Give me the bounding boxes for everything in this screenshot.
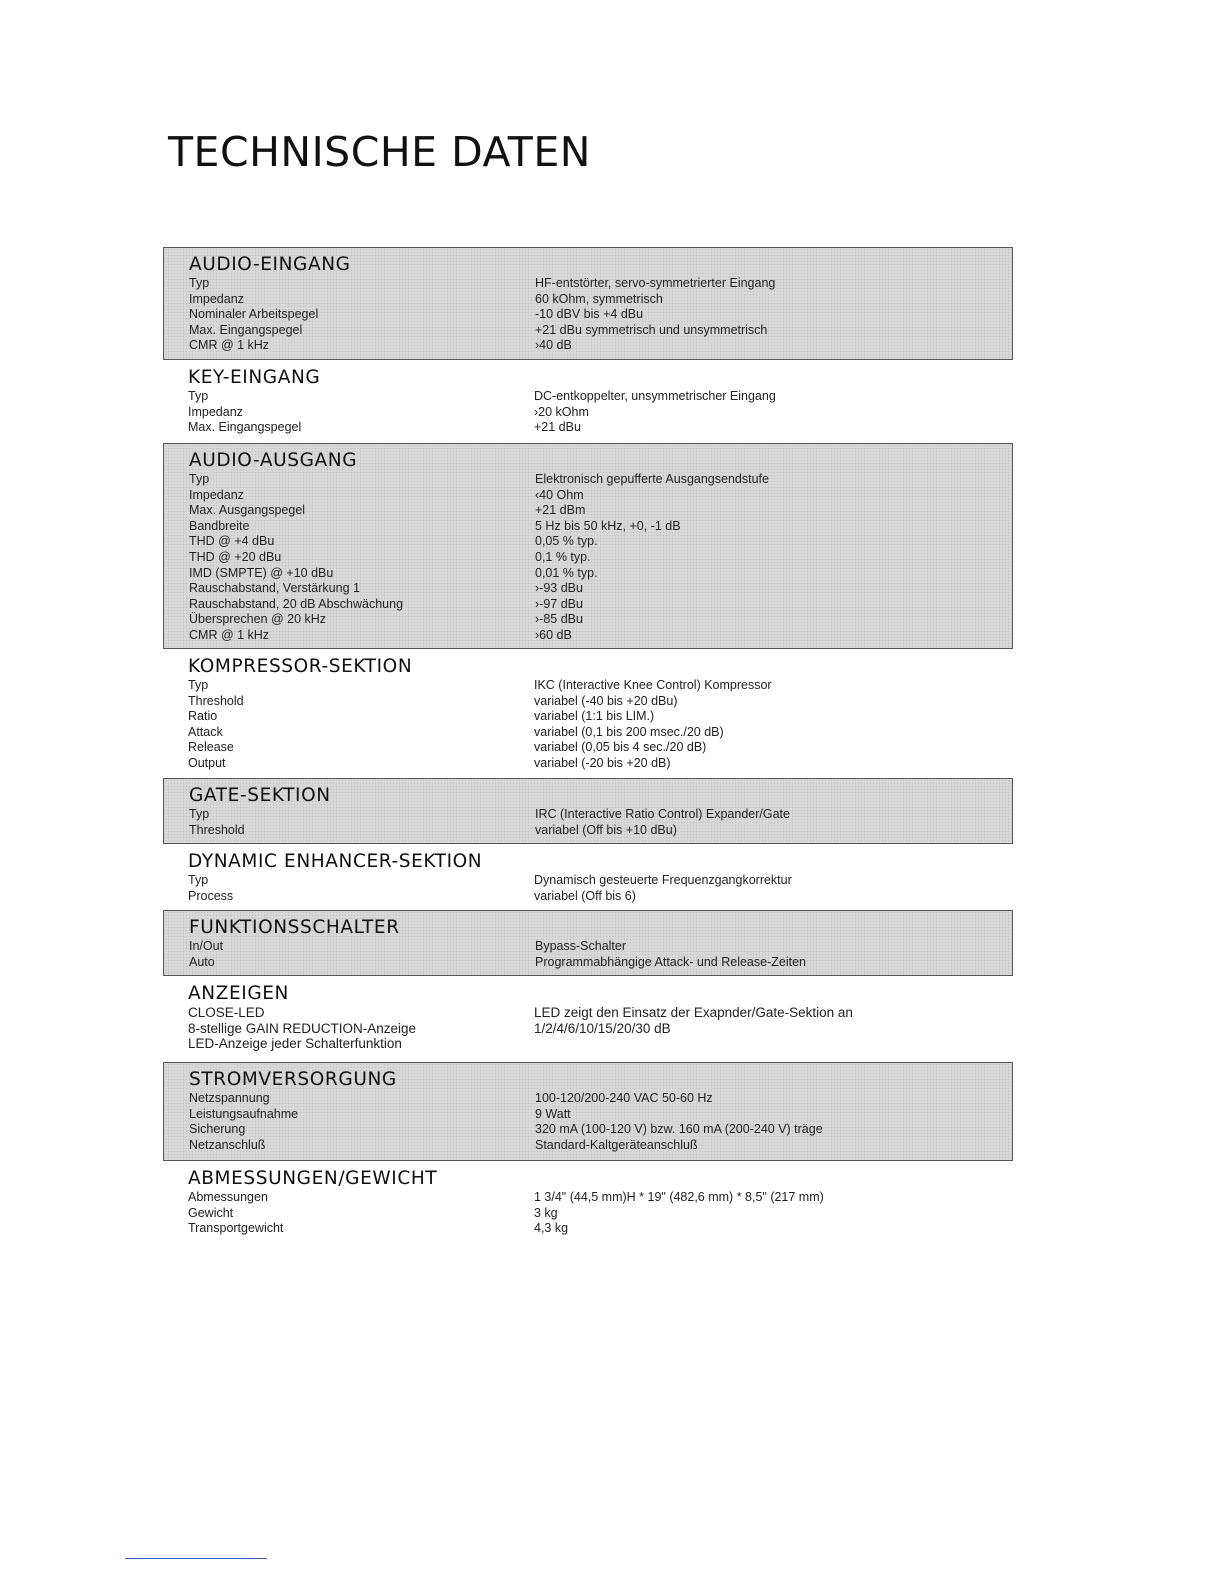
spec-row <box>188 420 1013 436</box>
spec-label: Auto <box>189 954 215 969</box>
spec-value: +21 dBu <box>534 420 581 435</box>
spec-label: THD @ +4 dBu <box>189 534 275 549</box>
spec-row <box>189 628 1012 644</box>
spec-label: Output <box>188 755 226 770</box>
section-title: AUDIO-EINGANG <box>189 254 351 275</box>
section-title: STROMVERSORGUNG <box>189 1069 397 1090</box>
spec-value: variabel (1:1 bis LIM.) <box>534 709 655 724</box>
spec-row <box>189 1138 1012 1154</box>
section-gate-sektion <box>163 778 1013 844</box>
spec-value: HF-entstörter, servo-symmetrierter Eingang <box>535 276 776 290</box>
spec-label: Rauschabstand, 20 dB Abschwächung <box>189 596 404 611</box>
spec-row <box>189 292 1012 308</box>
spec-label: Übersprechen @ 20 kHz <box>189 612 327 627</box>
spec-label: Threshold <box>188 693 244 708</box>
spec-row <box>189 807 1012 823</box>
spec-label: Attack <box>188 724 223 739</box>
spec-row <box>188 678 1013 694</box>
spec-row <box>189 1107 1012 1123</box>
spec-value: DC-entkoppelter, unsymmetrischer Eingang <box>534 389 776 403</box>
spec-row <box>189 1091 1012 1107</box>
section-kompressor-sektion <box>163 650 1013 777</box>
spec-label: IMD (SMPTE) @ +10 dBu <box>189 565 334 580</box>
section-abmessungen-gewicht <box>163 1162 1013 1244</box>
spec-label: CMR @ 1 kHz <box>189 338 270 353</box>
spec-row <box>188 756 1013 772</box>
section-key-eingang <box>163 361 1013 442</box>
spec-value: Standard-Kaltgeräteanschluß <box>535 1137 698 1152</box>
section-title: ANZEIGEN <box>188 983 289 1004</box>
spec-value: 3 kg <box>534 1205 558 1220</box>
spec-label: Threshold <box>189 822 245 837</box>
spec-row <box>189 307 1012 323</box>
spec-row <box>189 581 1012 597</box>
spec-row <box>189 1122 1012 1138</box>
spec-label: Typ <box>188 678 209 692</box>
spec-row <box>189 566 1012 582</box>
spec-label: Impedanz <box>189 487 244 502</box>
spec-label: Bandbreite <box>189 518 250 533</box>
spec-row <box>189 534 1012 550</box>
spec-label: Nominaler Arbeitspegel <box>189 307 319 322</box>
spec-label: Process <box>188 888 234 903</box>
spec-value: 1 3/4" (44,5 mm)H * 19" (482,6 mm) * 8,5" (217 mm) <box>534 1190 824 1204</box>
spec-value: Elektronisch gepufferte Ausgangsendstufe <box>535 472 769 486</box>
spec-row <box>189 597 1012 613</box>
spec-row <box>188 725 1013 741</box>
spec-label: Rauschabstand, Verstärkung 1 <box>189 581 360 596</box>
spec-label: Impedanz <box>189 291 244 306</box>
spec-row <box>188 1206 1013 1222</box>
spec-value: Dynamisch gesteuerte Frequenzgangkorrektur <box>534 873 792 887</box>
section-title: KEY-EINGANG <box>188 367 321 388</box>
section-funktionsschalter <box>163 910 1013 976</box>
spec-row <box>189 503 1012 519</box>
spec-label: Leistungsaufnahme <box>189 1106 299 1121</box>
spec-value: ›60 dB <box>535 627 572 642</box>
spec-row <box>188 1021 1013 1037</box>
spec-label: Ratio <box>188 709 218 724</box>
spec-row <box>188 889 1013 905</box>
spec-label: Transportgewicht <box>188 1221 284 1236</box>
section-title: DYNAMIC ENHANCER-SEKTION <box>188 851 483 872</box>
spec-row <box>189 550 1012 566</box>
spec-label: CMR @ 1 kHz <box>189 627 270 642</box>
page-title: TECHNISCHE DATEN <box>168 128 591 176</box>
spec-label: Typ <box>189 276 210 290</box>
spec-label: Max. Eingangspegel <box>188 420 302 435</box>
spec-value: IRC (Interactive Ratio Control) Expander/Gate <box>535 807 790 821</box>
spec-label: Typ <box>188 389 209 403</box>
section-title: ABMESSUNGEN/GEWICHT <box>188 1168 438 1189</box>
spec-value: variabel (0,05 bis 4 sec./20 dB) <box>534 740 707 755</box>
spec-value: ‹40 Ohm <box>535 487 584 502</box>
spec-label: Abmessungen <box>188 1190 268 1204</box>
spec-value: 60 kOhm, symmetrisch <box>535 291 663 306</box>
spec-label: Typ <box>189 807 210 821</box>
spec-label: Netzanschluß <box>189 1137 266 1152</box>
spec-row <box>189 338 1012 354</box>
spec-row <box>189 939 1012 955</box>
spec-row <box>189 323 1012 339</box>
spec-value: 0,05 % typ. <box>535 534 598 549</box>
spec-value: 0,01 % typ. <box>535 565 598 580</box>
spec-value: IKC (Interactive Knee Control) Kompressor <box>534 678 772 692</box>
section-title: GATE-SEKTION <box>189 785 331 806</box>
section-dynamic-enhancer-sektion <box>163 845 1013 909</box>
spec-row <box>189 276 1012 292</box>
spec-value: +21 dBu symmetrisch und unsymmetrisch <box>535 322 768 337</box>
spec-row <box>188 740 1013 756</box>
spec-value: +21 dBm <box>535 503 586 518</box>
spec-value: 1/2/4/6/10/15/20/30 dB <box>534 1020 671 1036</box>
spec-row <box>188 405 1013 421</box>
spec-value: variabel (-20 bis +20 dB) <box>534 755 671 770</box>
spec-label: Impedanz <box>188 404 243 419</box>
spec-value: LED zeigt den Einsatz der Exapnder/Gate-Sektion an <box>534 1005 853 1020</box>
spec-label: Max. Ausgangspegel <box>189 503 306 518</box>
spec-value: Programmabhängige Attack- und Release-Zeiten <box>535 954 806 969</box>
spec-value: ›-85 dBu <box>535 612 583 627</box>
spec-row <box>188 1036 1013 1052</box>
spec-row <box>189 519 1012 535</box>
spec-row <box>188 873 1013 889</box>
spec-label: In/Out <box>189 939 224 953</box>
spec-value: 0,1 % typ. <box>535 549 591 564</box>
spec-value: 100-120/200-240 VAC 50-60 Hz <box>535 1091 713 1105</box>
spec-label: 8-stellige GAIN REDUCTION-Anzeige <box>188 1020 417 1036</box>
spec-row <box>189 955 1012 971</box>
spec-row <box>188 709 1013 725</box>
spec-value: variabel (Off bis +10 dBu) <box>535 822 677 837</box>
spec-value: 320 mA (100-120 V) bzw. 160 mA (200-240 V) träge <box>535 1122 823 1137</box>
spec-label: Gewicht <box>188 1205 234 1220</box>
spec-label: LED-Anzeige jeder Schalterfunktion <box>188 1036 402 1052</box>
spec-row <box>189 472 1012 488</box>
section-title: FUNKTIONSSCHALTER <box>189 917 400 938</box>
spec-value: variabel (-40 bis +20 dBu) <box>534 693 678 708</box>
spec-value: ›-93 dBu <box>535 581 583 596</box>
spec-value: 9 Watt <box>535 1106 571 1121</box>
spec-value: 4,3 kg <box>534 1221 569 1236</box>
spec-label: Typ <box>188 873 209 887</box>
spec-value: -10 dBV bis +4 dBu <box>535 307 644 322</box>
spec-label: Max. Eingangspegel <box>189 322 303 337</box>
section-anzeigen <box>163 977 1013 1061</box>
spec-label: THD @ +20 dBu <box>189 549 282 564</box>
section-audio-ausgang <box>163 443 1013 649</box>
spec-value <box>534 1036 1013 1052</box>
spec-label: Typ <box>189 472 210 486</box>
section-audio-eingang <box>163 247 1013 360</box>
spec-value: ›20 kOhm <box>534 404 589 419</box>
spec-label: Sicherung <box>189 1122 246 1137</box>
spec-row <box>188 694 1013 710</box>
footer-rule <box>125 1558 267 1559</box>
spec-label: CLOSE-LED <box>188 1005 265 1020</box>
spec-value: 5 Hz bis 50 kHz, +0, -1 dB <box>535 518 681 533</box>
spec-value: Bypass-Schalter <box>535 939 627 953</box>
spec-value: variabel (Off bis 6) <box>534 888 636 903</box>
spec-row <box>189 612 1012 628</box>
spec-row <box>188 1190 1013 1206</box>
spec-row <box>188 1005 1013 1021</box>
spec-row <box>188 1221 1013 1237</box>
section-title: KOMPRESSOR-SEKTION <box>188 656 413 677</box>
spec-row <box>189 823 1012 839</box>
spec-label: Netzspannung <box>189 1091 270 1105</box>
section-stromversorgung <box>163 1062 1013 1161</box>
section-title: AUDIO-AUSGANG <box>189 450 358 471</box>
spec-value: variabel (0,1 bis 200 msec./20 dB) <box>534 724 724 739</box>
spec-label: Release <box>188 740 234 755</box>
spec-row <box>188 389 1013 405</box>
spec-row <box>189 488 1012 504</box>
spec-value: ›-97 dBu <box>535 596 583 611</box>
spec-value: ›40 dB <box>535 338 572 353</box>
